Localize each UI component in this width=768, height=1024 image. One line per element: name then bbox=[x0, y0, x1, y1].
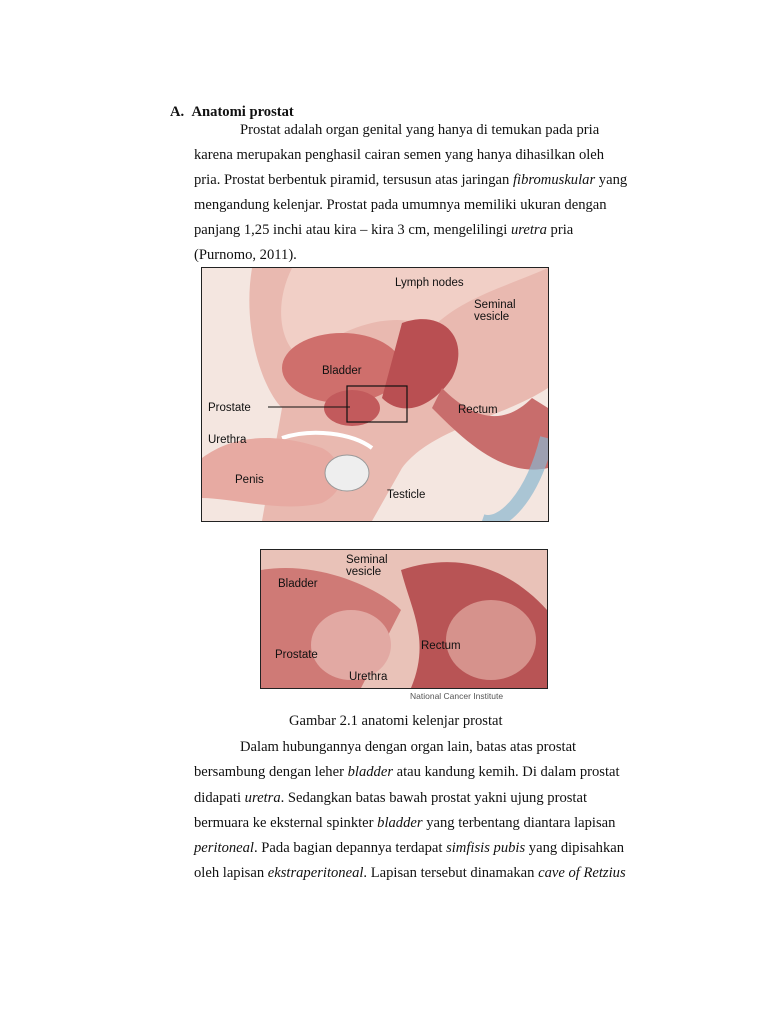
label-urethra: Urethra bbox=[208, 434, 247, 446]
text-line bbox=[194, 146, 604, 164]
text-line bbox=[194, 864, 626, 882]
anatomy-figure-overview bbox=[201, 267, 549, 522]
anatomy-figure-detail bbox=[260, 549, 548, 689]
figure-credit: National Cancer Institute bbox=[410, 691, 504, 701]
text-run: atau kandung kemih. Di dalam prostat bbox=[393, 764, 620, 780]
text-line bbox=[194, 196, 607, 214]
detail-label-vesicle: vesicle bbox=[346, 566, 382, 578]
section-letter: A. bbox=[170, 104, 185, 120]
text-run: panjang 1,25 inchi atau kira – kira 3 cm, mengelilingi bbox=[194, 222, 511, 238]
text-run: didapati bbox=[194, 790, 245, 806]
text-run: pria bbox=[546, 222, 574, 238]
detail-label-seminal: Seminal bbox=[346, 554, 388, 566]
text-run: . Pada bagian depannya terdapat bbox=[254, 840, 447, 856]
text-run: . Sedangkan batas bawah prostat yakni ujung prostat bbox=[280, 790, 588, 806]
italic-term: ekstraperitoneal bbox=[267, 865, 364, 881]
text-line bbox=[194, 839, 624, 857]
text-run: yang bbox=[595, 172, 628, 188]
italic-term: uretra bbox=[510, 222, 547, 238]
detail-label-rectum: Rectum bbox=[421, 640, 461, 652]
text-run: yang dipisahkan bbox=[525, 840, 625, 856]
italic-term: uretra bbox=[244, 790, 281, 806]
text-run: oleh lapisan bbox=[194, 865, 268, 881]
italic-term: simfisis pubis bbox=[446, 840, 526, 856]
text-run: karena merupakan penghasil cairan semen yang hanya dihasilkan oleh bbox=[194, 147, 605, 163]
section-heading bbox=[170, 103, 294, 121]
text-run: bersambung dengan leher bbox=[194, 764, 348, 780]
label-testicle: Testicle bbox=[387, 489, 426, 501]
label-penis: Penis bbox=[235, 474, 264, 486]
text-line bbox=[194, 763, 620, 781]
label-rectum: Rectum bbox=[458, 404, 498, 416]
label-prostate: Prostate bbox=[208, 402, 251, 414]
text-line bbox=[194, 171, 627, 189]
text-line bbox=[240, 121, 599, 139]
text-line bbox=[194, 221, 573, 239]
text-line bbox=[194, 814, 615, 832]
text-run: (Purnomo, 2011). bbox=[194, 247, 297, 263]
italic-term: peritoneal bbox=[194, 840, 254, 856]
label-vesicle: vesicle bbox=[474, 311, 510, 323]
label-lymph-nodes: Lymph nodes bbox=[395, 277, 464, 289]
text-run: Prostat adalah organ genital yang hanya di temukan pada pria bbox=[240, 122, 600, 138]
text-line bbox=[240, 738, 576, 756]
text-run: . Lapisan tersebut dinamakan bbox=[363, 865, 539, 881]
text-run: pria. Prostat berbentuk piramid, tersusun atas jaringan bbox=[194, 172, 513, 188]
text-run: Dalam hubungannya dengan organ lain, batas atas prostat bbox=[240, 739, 577, 755]
italic-term: fibromuskular bbox=[512, 172, 596, 188]
italic-term: cave of Retzius bbox=[538, 865, 626, 881]
detail-label-urethra: Urethra bbox=[349, 671, 388, 683]
text-line bbox=[194, 789, 587, 807]
italic-term: bladder bbox=[377, 815, 423, 831]
italic-term: bladder bbox=[347, 764, 393, 780]
detail-label-bladder: Bladder bbox=[278, 578, 318, 590]
text-line bbox=[194, 246, 297, 264]
text-run: yang terbentang diantara lapisan bbox=[422, 815, 616, 831]
text-run: bermuara ke eksternal spinkter bbox=[194, 815, 378, 831]
figure-caption: Gambar 2.1 anatomi kelenjar prostat bbox=[289, 713, 503, 729]
label-seminal: Seminal bbox=[474, 299, 516, 311]
section-title: Anatomi prostat bbox=[191, 104, 294, 120]
label-bladder: Bladder bbox=[322, 365, 362, 377]
detail-label-prostate: Prostate bbox=[275, 649, 318, 661]
text-run: mengandung kelenjar. Prostat pada umumnya memiliki ukuran dengan bbox=[194, 197, 607, 213]
